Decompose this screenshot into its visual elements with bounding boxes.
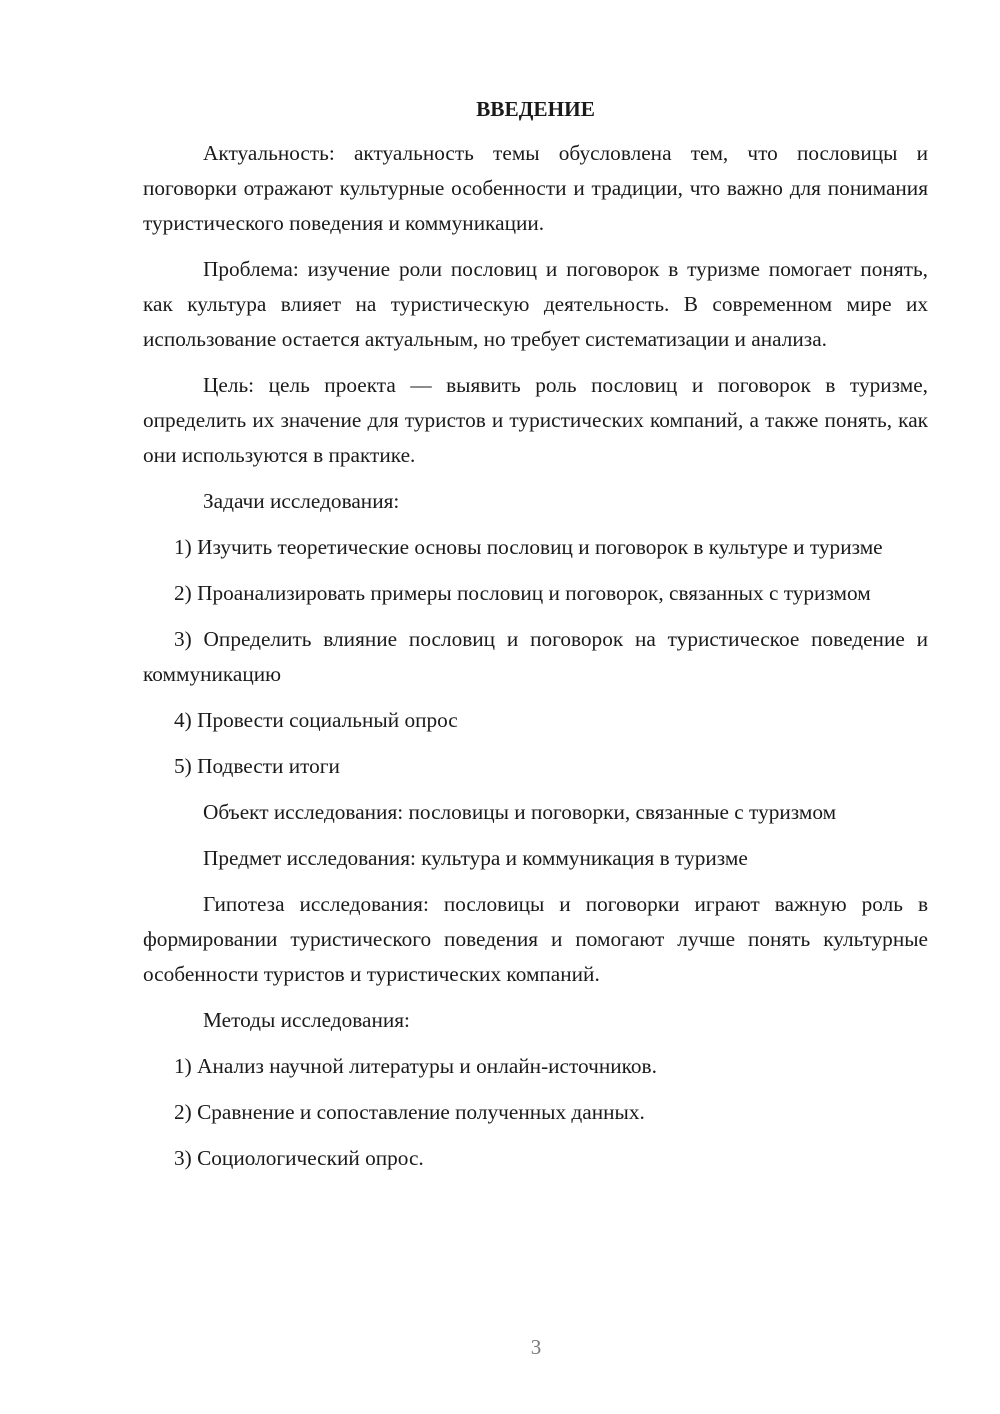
section-heading: ВВЕДЕНИЕ [476,97,595,121]
paragraph-relevance: Актуальность: актуальность темы обусловлена тем, что пословицы и поговорки отражают культурные особенности и традиции, что важно для понимания туристического поведения и коммуникации. [143,141,928,235]
task-item: 4) Провести социальный опрос [174,708,458,732]
paragraph-object: Объект исследования: пословицы и поговорки, связанные с туризмом [203,800,837,824]
task-item: 3) Определить влияние пословиц и поговорок на туристическое поведение и коммуникацию [143,627,928,686]
paragraph-goal: Цель: цель проекта — выявить роль пословиц и поговорок в туризме, определить их значение для туристов и туристических компаний, а также понять, как они используются в практике. [143,373,928,467]
paragraph-subject: Предмет исследования: культура и коммуникация в туризме [203,846,748,870]
task-item: 5) Подвести итоги [174,754,340,778]
page-content [143,92,928,1187]
tasks-title: Задачи исследования: [203,489,400,513]
method-item: 2) Сравнение и сопоставление полученных данных. [174,1100,645,1124]
paragraph-problem: Проблема: изучение роли пословиц и поговорок в туризме помогает понять, как культура влияет на туристическую деятельность. В современном мире их использование остается актуальным, но требует систематизации и анализа. [143,257,928,351]
task-item: 1) Изучить теоретические основы пословиц и поговорок в культуре и туризме [174,535,883,559]
page-number: 3 [530,1335,542,1359]
paragraph-hypothesis: Гипотеза исследования: пословицы и поговорки играют важную роль в формировании туристического поведения и помогают лучше понять культурные особенности туристов и туристических компаний. [143,892,928,986]
methods-title: Методы исследования: [203,1008,410,1032]
method-item: 3) Социологический опрос. [174,1146,424,1170]
task-item: 2) Проанализировать примеры пословиц и поговорок, связанных с туризмом [174,581,871,605]
method-item: 1) Анализ научной литературы и онлайн-источников. [174,1054,657,1078]
